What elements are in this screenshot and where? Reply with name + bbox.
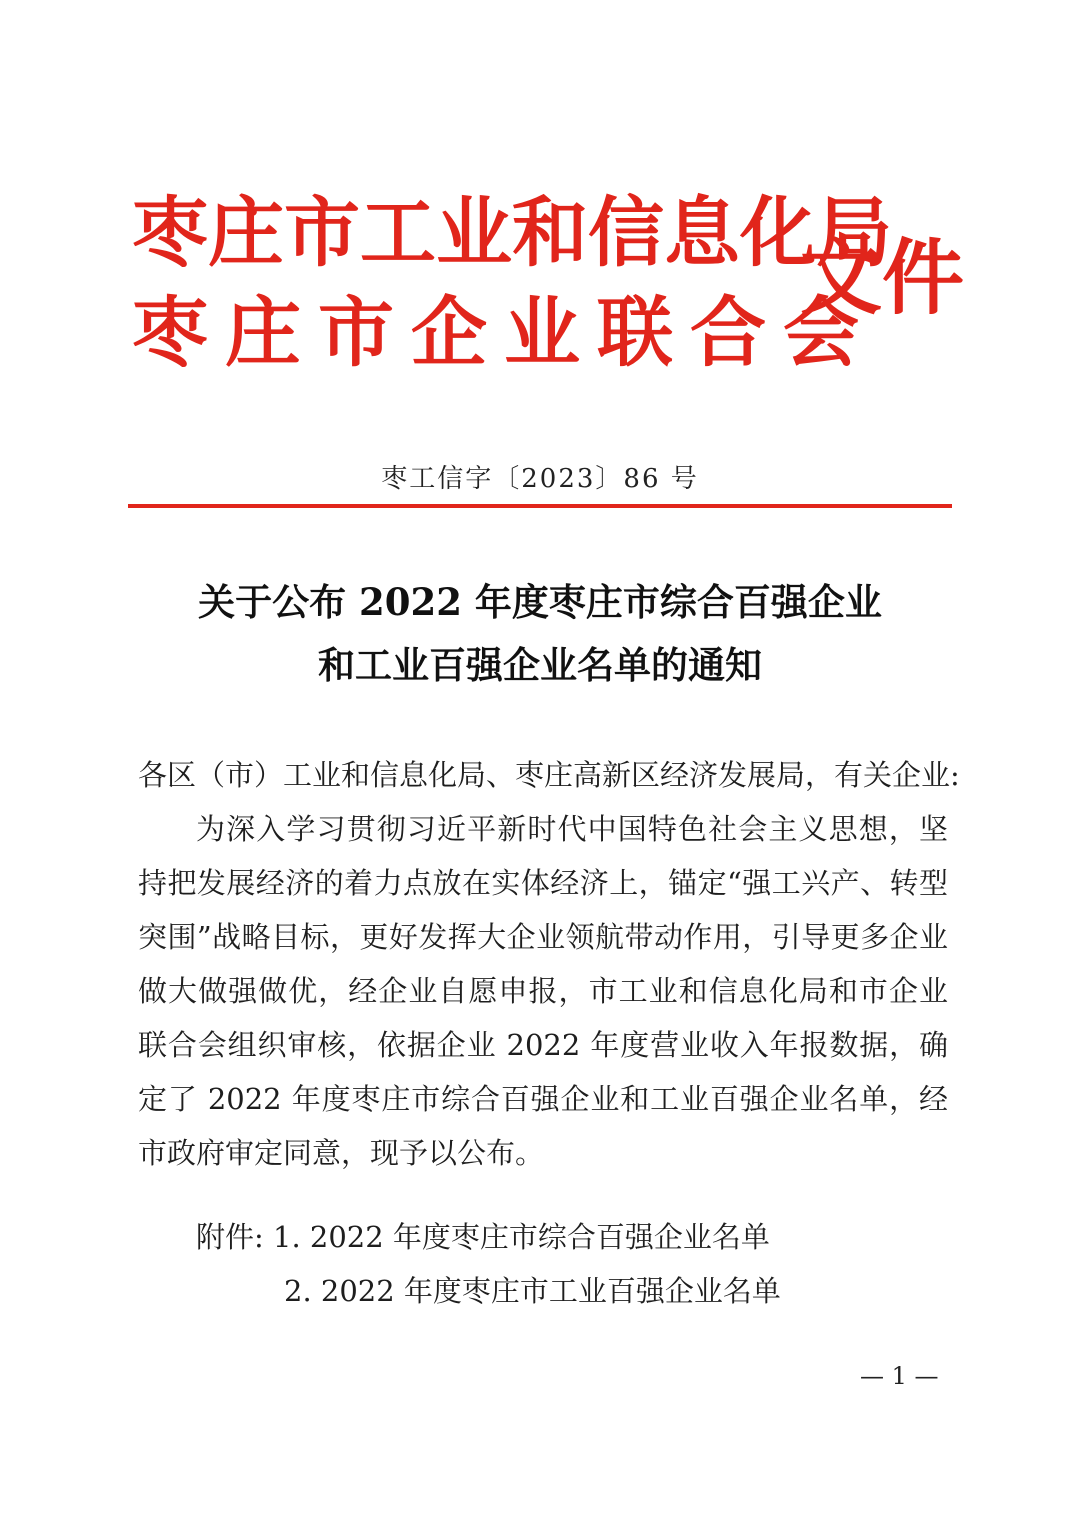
- salutation: 各区（市）工业和信息化局、枣庄高新区经济发展局，有关企业:: [138, 758, 960, 792]
- body-paragraph: 为深入学习贯彻习近平新时代中国特色社会主义思想，坚持把发展经济的着力点放在实体经济上，锚定“强工兴产、转型突围”战略目标，更好发挥大企业领航带动作用，引导更多企业做大做强做优，经企业自愿申报，市工业和信息化局和市企业联合会组织审核，依据企业 2022 年度营业收入年报数据，确定了 2022 年度枣庄市综合百强企业和工业百强企业名单，经市政府审定同意，现予以公布。: [138, 812, 948, 1170]
- red-divider-rule: [128, 504, 952, 508]
- attachment-item-1: 附件: 1. 2022 年度枣庄市综合百强企业名单: [196, 1220, 770, 1254]
- document-type-label: 文件: [800, 230, 965, 326]
- document-number: 枣工信字〔2023〕86 号: [381, 464, 699, 494]
- page-number: — 1 —: [860, 1362, 939, 1390]
- attachment-item-2: 2. 2022 年度枣庄市工业百强企业名单: [284, 1274, 781, 1308]
- issuer-name-line-1: 枣庄市工业和信息化局: [132, 188, 892, 277]
- notice-title-line-1: 关于公布 2022 年度枣庄市综合百强企业: [198, 580, 882, 624]
- issuer-name-line-2: 枣庄市企业联合会: [132, 288, 876, 377]
- notice-title-line-2: 和工业百强企业名单的通知: [318, 643, 762, 687]
